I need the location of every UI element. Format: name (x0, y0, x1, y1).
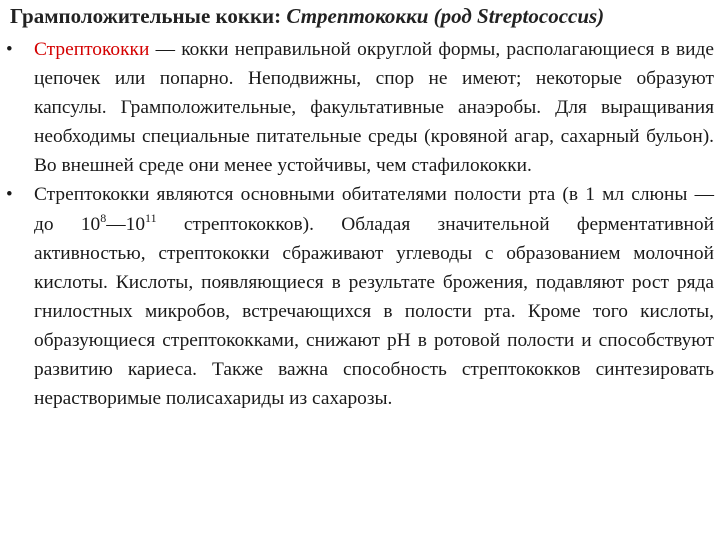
title-italic: Стрептококки (род Streptococcus) (286, 4, 605, 28)
bullet-item-morphology (0, 35, 720, 180)
bullet-marker: • (6, 39, 13, 60)
bullet-text-after: стрептококков). Обладая значительной ферментативной активностью, стрептококки сбраживают углеводы с образованием молочной кислоты. Кислоты, появляющиеся в результате брожения, подавляют рост ряда гнилостных микробов, встречающихся в полости рта. Кроме того кислоты, образующиеся стрептококками, снижают рН в ротовой полости и способствуют развитию кариеса. Также важна способность стрептококков синтезировать нерастворимые полисахариды из сахарозы. (34, 213, 714, 410)
slide-title (10, 2, 715, 30)
bullet-text-mid: —10 (106, 213, 146, 235)
title-prefix: Грамположительные кокки: (10, 4, 287, 28)
exponent-11: 11 (145, 210, 157, 225)
bullet-marker: • (6, 184, 13, 206)
exponent-8: 8 (100, 210, 107, 225)
bullet-term: Стрептококки (34, 39, 150, 60)
bullet-list (0, 35, 720, 413)
bullet-item-oral-cavity (0, 180, 720, 413)
bullet-text-before: Стрептококки являются основными обитателями полости рта (в 1 мл слюны — до 10 (34, 184, 714, 235)
bullet-text: — кокки неправильной округлой формы, располагающиеся в виде цепочек или попарно. Неподвижны, спор не имеют; некоторые образуют капсулы. Грамположительные, факультативные анаэробы. Для выращивания необходимы специальные питательные среды (кровяной агар, сахарный бульон). Во внешней среде они менее устойчивы, чем стафилококки. (34, 39, 714, 177)
